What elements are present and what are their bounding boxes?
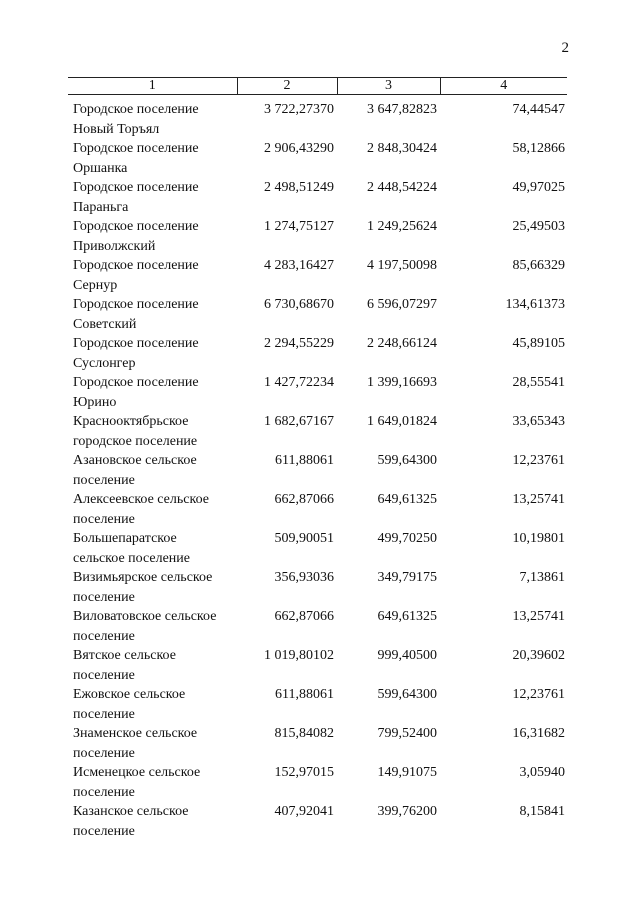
column-header-3: 3	[337, 78, 440, 95]
column-2-value-cell: 2 294,55229	[264, 336, 334, 351]
column-4-value-cell: 13,25741	[512, 492, 565, 507]
column-4-value-cell: 7,13861	[519, 570, 565, 585]
table-row	[68, 295, 567, 334]
column-2-value-cell: 6 730,68670	[264, 297, 334, 312]
column-3-value-cell: 599,64300	[377, 453, 437, 468]
table-row	[68, 256, 567, 295]
header-row	[68, 78, 567, 95]
settlement-name-cell: Казанское сельское поселение	[73, 804, 189, 839]
column-3-value-cell: 349,79175	[377, 570, 437, 585]
settlement-name-cell: Городское поселение Оршанка	[73, 141, 199, 176]
column-3-value-cell: 599,64300	[377, 687, 437, 702]
column-4-value-cell: 74,44547	[512, 102, 565, 117]
column-3-value-cell: 149,91075	[377, 765, 437, 780]
table-row	[68, 802, 567, 841]
column-4-value-cell: 33,65343	[512, 414, 565, 429]
column-2-value-cell: 509,90051	[274, 531, 334, 546]
column-2-value-cell: 662,87066	[274, 609, 334, 624]
settlement-name-cell: Городское поселение Приволжский	[73, 219, 199, 254]
data-table-container	[68, 77, 567, 841]
column-3-value-cell: 6 596,07297	[367, 297, 437, 312]
column-header-4: 4	[440, 78, 567, 95]
column-4-value-cell: 28,55541	[512, 375, 565, 390]
column-2-value-cell: 152,97015	[274, 765, 334, 780]
column-4-value-cell: 13,25741	[512, 609, 565, 624]
table-row	[68, 607, 567, 646]
settlement-name-cell: Виловатовское сельское поселение	[73, 609, 217, 644]
settlement-name-cell: Городское поселение Суслонгер	[73, 336, 199, 371]
settlement-name-cell: Алексеевское сельское поселение	[73, 492, 209, 527]
column-2-value-cell: 611,88061	[275, 687, 334, 702]
table-body	[68, 95, 567, 842]
settlement-name-cell: Городское поселение Сернур	[73, 258, 199, 293]
column-3-value-cell: 2 448,54224	[367, 180, 437, 195]
table-row	[68, 529, 567, 568]
table-row	[68, 685, 567, 724]
column-3-value-cell: 1 649,01824	[367, 414, 437, 429]
settlement-name-cell: Городское поселение Новый Торъял	[73, 102, 199, 137]
table-row	[68, 763, 567, 802]
settlement-name-cell: Большепаратское сельское поселение	[73, 531, 190, 566]
table-header	[68, 78, 567, 95]
table-row	[68, 217, 567, 256]
column-2-value-cell: 2 906,43290	[264, 141, 334, 156]
column-4-value-cell: 16,31682	[512, 726, 565, 741]
column-3-value-cell: 799,52400	[377, 726, 437, 741]
column-3-value-cell: 2 248,66124	[367, 336, 437, 351]
table-row	[68, 568, 567, 607]
column-2-value-cell: 4 283,16427	[264, 258, 334, 273]
column-2-value-cell: 815,84082	[274, 726, 334, 741]
settlement-name-cell: Исменецкое сельское поселение	[73, 765, 201, 800]
settlement-name-cell: Городское поселение Советский	[73, 297, 199, 332]
settlement-name-cell: Вятское сельское поселение	[73, 648, 176, 683]
column-4-value-cell: 10,19801	[512, 531, 565, 546]
column-2-value-cell: 3 722,27370	[264, 102, 334, 117]
column-2-value-cell: 1 274,75127	[264, 219, 334, 234]
settlement-name-cell: Азановское сельское поселение	[73, 453, 197, 488]
column-4-value-cell: 49,97025	[512, 180, 565, 195]
settlement-name-cell: Визимьярское сельское поселение	[73, 570, 213, 605]
column-3-value-cell: 1 249,25624	[367, 219, 437, 234]
page-number: 2	[561, 40, 569, 56]
column-4-value-cell: 8,15841	[519, 804, 565, 819]
settlement-name-cell: Знаменское сельское поселение	[73, 726, 198, 761]
column-2-value-cell: 1 427,72234	[264, 375, 334, 390]
settlement-name-cell: Городское поселение Юрино	[73, 375, 199, 410]
column-3-value-cell: 649,61325	[377, 609, 437, 624]
column-4-value-cell: 45,89105	[512, 336, 565, 351]
column-4-value-cell: 134,61373	[505, 297, 565, 312]
column-4-value-cell: 58,12866	[512, 141, 565, 156]
column-3-value-cell: 1 399,16693	[367, 375, 437, 390]
column-2-value-cell: 1 019,80102	[264, 648, 334, 663]
column-3-value-cell: 4 197,50098	[367, 258, 437, 273]
column-4-value-cell: 25,49503	[512, 219, 565, 234]
table-row	[68, 646, 567, 685]
column-4-value-cell: 12,23761	[512, 453, 565, 468]
table-row	[68, 95, 567, 140]
column-2-value-cell: 611,88061	[275, 453, 334, 468]
column-4-value-cell: 85,66329	[512, 258, 565, 273]
table-row	[68, 373, 567, 412]
column-3-value-cell: 999,40500	[377, 648, 437, 663]
column-2-value-cell: 407,92041	[274, 804, 334, 819]
settlement-name-cell: Ежовское сельское поселение	[73, 687, 186, 722]
table-row	[68, 412, 567, 451]
settlement-name-cell: Краснооктябрьское городское поселение	[73, 414, 198, 449]
column-3-value-cell: 399,76200	[377, 804, 437, 819]
table-row	[68, 724, 567, 763]
data-table	[68, 77, 567, 841]
settlement-name-cell: Городское поселение Параньга	[73, 180, 199, 215]
column-2-value-cell: 2 498,51249	[264, 180, 334, 195]
column-3-value-cell: 3 647,82823	[367, 102, 437, 117]
column-header-2: 2	[237, 78, 337, 95]
column-2-value-cell: 1 682,67167	[264, 414, 334, 429]
column-header-1: 1	[68, 78, 237, 95]
table-row	[68, 334, 567, 373]
column-3-value-cell: 2 848,30424	[367, 141, 437, 156]
column-3-value-cell: 499,70250	[377, 531, 437, 546]
column-4-value-cell: 20,39602	[512, 648, 565, 663]
table-row	[68, 139, 567, 178]
column-2-value-cell: 662,87066	[274, 492, 334, 507]
column-4-value-cell: 12,23761	[512, 687, 565, 702]
column-3-value-cell: 649,61325	[377, 492, 437, 507]
column-4-value-cell: 3,05940	[519, 765, 565, 780]
table-row	[68, 490, 567, 529]
table-row	[68, 451, 567, 490]
column-2-value-cell: 356,93036	[274, 570, 334, 585]
table-row	[68, 178, 567, 217]
